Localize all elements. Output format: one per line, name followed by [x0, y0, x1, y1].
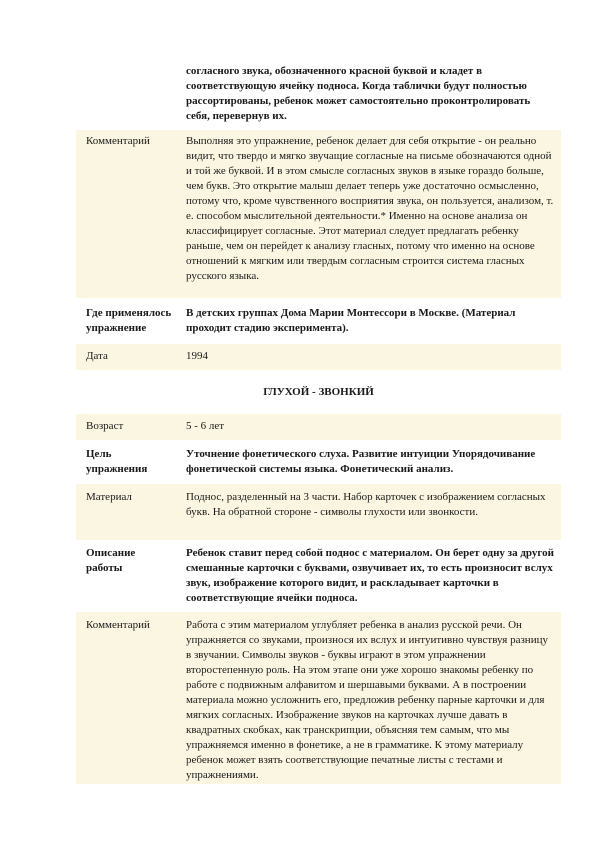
comment-text-2: Работа с этим материалом углубляет ребенка в анализ русской речи. Он упражняется со звуками, произнося их вслух и интуитивно чувствуя разницу в звучании. Символы звуков - буквы играют в этом упражнении второстепенную роль. На этом этапе они уже хорошо знакомы ребенку по работе с подвижным алфавитом и шершавыми буквами. А в построении материала можно усложнить его, предложив ребенку парные карточки и для мягких согласных. Изображение звуков на карточках лучше давать в квадратных скобках, как транскрипции, объясняя тем самым, что мы упражняемся именно в фонетике, а не в грамматике. К этому материалу ребенок может взять соответствующие печатные листы с тестами и упражнениями.	[186, 619, 548, 781]
material-row	[76, 484, 561, 540]
age-value: 5 - 6 лет	[186, 420, 225, 432]
description-text: Ребенок ставит перед собой поднос с материалом. Он берет одну за другой смешанные карточки с буквами, озвучивает их, то есть произносит вслух звук, изображение которого видит, и раскладывает карточки в соответствующие ячейки подноса.	[186, 547, 554, 604]
date-label: Дата	[86, 350, 108, 362]
age-row	[76, 414, 561, 440]
comment-row-1	[76, 130, 561, 298]
date-value: 1994	[186, 350, 208, 362]
where-row	[76, 302, 561, 340]
comment-text-1: Выполняя это упражнение, ребенок делает для себя открытие - он реально видит, что твердо и мягко звучащие согласные на письме обозначаются одной и той же буквой. И в этом смысле согласных звуков в языке гораздо больше, чем букв. Это открытие малыш делает теперь уже достаточно осмысленно, потому что, кроме чувственного восприятия звука, он пользуется, анализом, т. е. способом мыслительной деятельности.* Именно на основе анализа он классифицирует согласные. Этот материал следует предлагать ребенку раньше, чем он перейдет к анализу гласных, потому что именно на основе отношений к мягким или твердым согласным строится система гласных русского языка.	[186, 135, 554, 282]
continuation-row	[76, 62, 561, 128]
continuation-text: согласного звука, обозначенного красной буквой и кладет в соответствующую ячейку подноса. Когда таблички будут полностью рассортированы, ребенок может самостоятельно проконтролировать себя, перевернув их.	[186, 65, 531, 122]
section-title: ГЛУХОЙ - ЗВОНКИЙ	[263, 386, 374, 398]
material-text: Поднос, разделенный на 3 части. Набор карточек с изображением согласных букв. На обратной стороне - символы глухости или звонкости.	[186, 491, 546, 518]
goal-row	[76, 444, 561, 480]
comment-label-1: Комментарий	[86, 135, 150, 147]
goal-text: Уточнение фонетического слуха. Развитие интуиции Упорядочивание фонетической системы языка. Фонетический анализ.	[186, 448, 536, 475]
material-label: Материал	[86, 491, 132, 503]
date-row	[76, 344, 561, 370]
comment-label-2: Комментарий	[86, 619, 150, 631]
where-text: В детских группах Дома Марии Монтессори в Москве. (Материал проходит стадию эксперимента).	[186, 307, 516, 334]
comment-row-2	[76, 612, 561, 784]
where-label: Где применялось упражнение	[86, 307, 172, 334]
goal-label: Цель упражнения	[86, 448, 148, 475]
age-label: Возраст	[86, 420, 124, 432]
description-label: Описание работы	[86, 547, 136, 574]
description-row	[76, 544, 561, 608]
